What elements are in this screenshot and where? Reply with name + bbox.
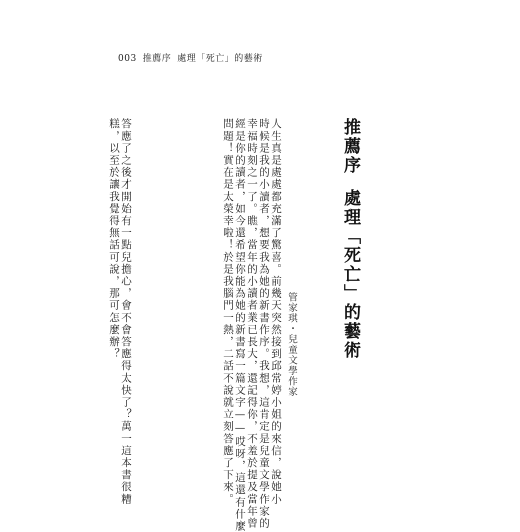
- title-main: 處理「死亡」的藝術: [340, 189, 360, 360]
- author-byline: [285, 292, 297, 397]
- paragraph-line: 時候是我的小讀者，想要我為她的新書作序。我想，這肯定是兒童文學作家的: [258, 118, 270, 530]
- page-number: 003: [118, 54, 137, 64]
- paragraph-2: [108, 118, 132, 506]
- paragraph-line: 糕，以至於讓我覺得無話可說，那可怎麼辦？: [108, 118, 120, 360]
- running-header: [118, 51, 263, 64]
- header-running-title: 處理「死亡」的藝術: [177, 54, 263, 64]
- paragraph-line: 經是你的讀者，如今還希望你能為她的新書寫一篇文字——哎呀，這還有什麼: [234, 118, 246, 532]
- title-prefix: 推薦序: [340, 118, 360, 175]
- paragraph-1: [222, 118, 282, 532]
- chapter-title: [340, 118, 360, 360]
- author-role: 兒童文學作家: [286, 334, 297, 397]
- paragraph-line: 人生真是處處都充滿了驚喜。前幾天突然接到邱常婷小姐的來信，說她小: [270, 118, 282, 506]
- author-dot: ・: [286, 323, 297, 334]
- author-name: 管家琪: [286, 292, 297, 324]
- paragraph-line: 幸福時刻之一了。瞧，當年的小讀者業已長大，還記得你，不羞於提及當年曾: [246, 118, 258, 530]
- paragraph-line: 答應了之後才開始有一點兒擔心，會不會答應得太快了？萬一這本書很糟: [120, 118, 132, 506]
- paragraph-line: 問題！實在是太榮幸啦！於是我腦門一熱，二話不說就立刻答應了下來。: [222, 118, 234, 506]
- header-section: 推薦序: [142, 54, 172, 64]
